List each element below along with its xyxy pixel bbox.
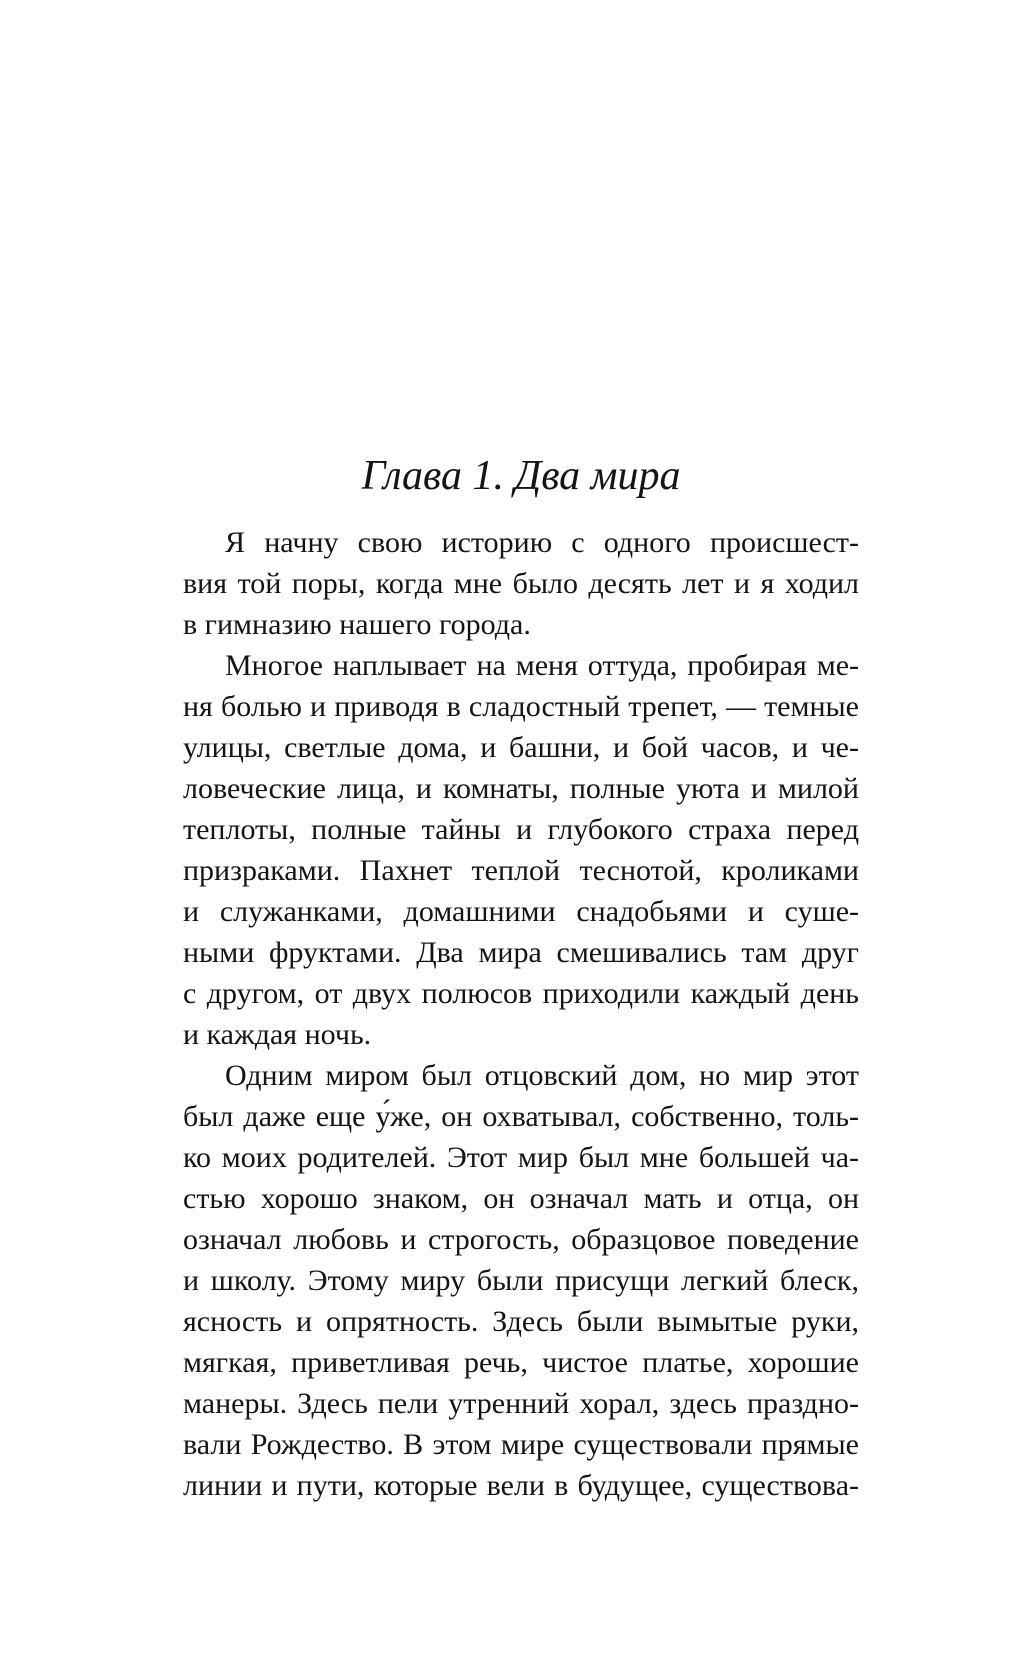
text-line: ко моих родителей. Этот мир был мне большей ча- — [183, 1141, 859, 1174]
text-line: стью хорошо знаком, он означал мать и отца, он — [183, 1182, 859, 1215]
text-line: призраками. Пахнет теплой теснотой, кроликами — [183, 854, 859, 887]
text-line: линии и пути, которые вели в будущее, существова- — [183, 1469, 859, 1502]
text-line: и каждая ночь. — [183, 1018, 372, 1051]
text-line: ясность и опрятность. Здесь были вымытые руки, — [183, 1305, 859, 1338]
text-line: Одним миром был отцовский дом, но мир этот — [225, 1059, 859, 1092]
text-line: ловеческие лица, и комнаты, полные уюта и милой — [183, 772, 859, 805]
text-line: означал любовь и строгость, образцовое поведение — [183, 1223, 859, 1256]
text-line: улицы, светлые дома, и башни, и бой часов, и че- — [183, 731, 859, 764]
text-line: мягкая, приветливая речь, чистое платье, хорошие — [183, 1346, 859, 1379]
body-text — [183, 522, 859, 1506]
text-line: ными фруктами. Два мира смешивались там друг — [183, 936, 859, 969]
text-line: теплоты, полные тайны и глубокого страха перед — [183, 813, 859, 846]
page-content — [183, 450, 859, 1506]
text-line: ня болью и приводя в сладостный трепет, — темные — [183, 690, 859, 723]
text-line: в гимназию нашего города. — [183, 608, 531, 641]
text-line: вия той поры, когда мне было десять лет и я ходил — [183, 567, 859, 600]
text-line: манеры. Здесь пели утренний хорал, здесь праздно- — [183, 1387, 859, 1420]
text-line: и школу. Этому миру были присущи легкий блеск, — [183, 1264, 859, 1297]
text-line: был даже еще у́же, он охватывал, собственно, толь- — [183, 1100, 859, 1133]
text-line: вали Рождество. В этом мире существовали прямые — [183, 1428, 859, 1461]
text-line: с другом, от двух полюсов приходили каждый день — [183, 977, 859, 1010]
text-line: Я начну свою историю с одного происшест- — [225, 526, 859, 559]
text-line: Многое наплывает на меня оттуда, пробирая ме- — [225, 649, 859, 682]
chapter-title: Глава 1. Два мира — [361, 453, 681, 499]
text-line: и служанками, домашними снадобьями и суше- — [183, 895, 859, 928]
